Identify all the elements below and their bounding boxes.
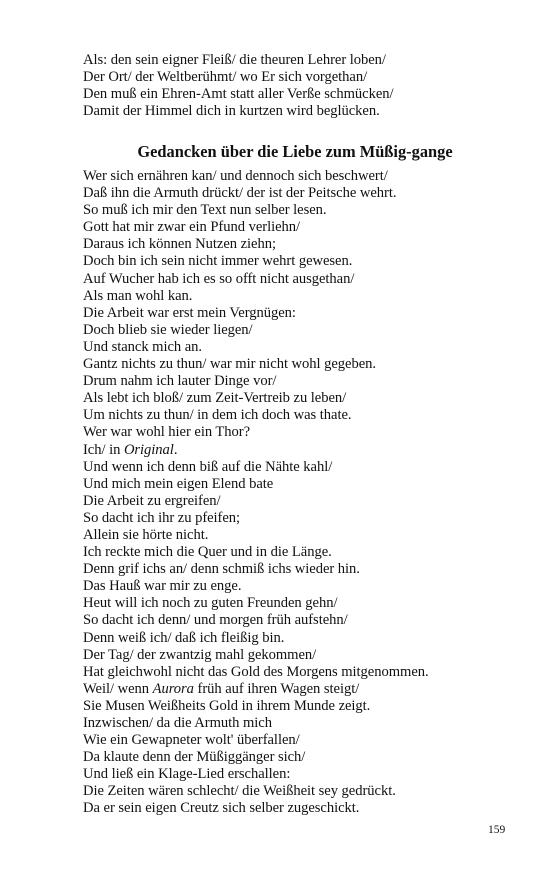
verse-line bbox=[83, 800, 503, 817]
verse-line bbox=[83, 732, 503, 749]
verse-text: Ich/ in bbox=[83, 441, 124, 458]
verse-text: . bbox=[173, 441, 178, 458]
verse-line bbox=[83, 527, 503, 544]
verse-text: Als lebt ich bloß/ zum Zeit-Vertreib zu leben/ bbox=[83, 390, 347, 407]
verse-text: früh auf ihren Wagen steigt/ bbox=[193, 680, 360, 697]
verse-line: Den muß ein Ehren-Amt statt aller Verße schmücken/ bbox=[83, 86, 394, 103]
verse-line bbox=[83, 305, 503, 322]
verse-text: Inzwischen/ da die Armuth mich bbox=[83, 715, 272, 731]
verse-line bbox=[83, 647, 503, 664]
verse-text: So muß ich mir den Text nun selber lesen. bbox=[83, 202, 327, 219]
verse-text: So dacht ich denn/ und morgen früh aufstehn/ bbox=[83, 612, 348, 629]
verse-text: Weil/ wenn bbox=[83, 680, 153, 697]
verse-text: Und mich mein eigen Elend bate bbox=[83, 475, 274, 492]
verse-text: Sie Musen Weißheits Gold in ihrem Munde zeigt. bbox=[83, 697, 371, 714]
verse-text: Ich reckte mich die Quer und in die Länge. bbox=[83, 544, 332, 561]
verse-line bbox=[83, 322, 503, 339]
verse-text: Als man wohl kan. bbox=[83, 287, 193, 304]
verse-line bbox=[83, 630, 503, 647]
verse-line bbox=[83, 698, 503, 715]
verse-line bbox=[83, 288, 503, 305]
verse-text: So dacht ich ihr zu pfeifen; bbox=[83, 509, 241, 526]
verse-line bbox=[83, 664, 503, 681]
verse-line bbox=[83, 561, 503, 578]
poem-title: Gedancken über die Liebe zum Müßig-gange bbox=[137, 142, 453, 161]
verse-text: Doch bin ich sein nicht immer wehrt gewesen. bbox=[83, 253, 353, 270]
verse-line: Als: den sein eigner Fleiß/ die theuren Lehrer loben/ bbox=[83, 52, 386, 68]
verse-line bbox=[83, 578, 503, 595]
verse-line bbox=[83, 476, 503, 493]
verse-line bbox=[83, 612, 503, 629]
verse-text: Da er sein eigen Creutz sich selber zugeschickt. bbox=[83, 800, 360, 817]
verse-text: Heut will ich noch zu guten Freunden gehn/ bbox=[83, 595, 338, 612]
verse-line bbox=[83, 202, 503, 219]
verse-line bbox=[83, 236, 503, 253]
verse-line: Damit der Himmel dich in kurtzen wird beglücken. bbox=[83, 103, 380, 120]
verse-line bbox=[83, 459, 503, 476]
poem-body bbox=[83, 168, 503, 818]
verse-line bbox=[83, 715, 503, 732]
verse-line bbox=[83, 783, 503, 800]
verse-line bbox=[83, 271, 503, 288]
verse-text: Auf Wucher hab ich es so offt nicht ausgethan/ bbox=[83, 270, 355, 287]
verse-line bbox=[83, 595, 503, 612]
verse-text: Denn grif ichs an/ denn schmiß ichs wieder hin. bbox=[83, 561, 360, 578]
verse-line bbox=[83, 749, 503, 766]
verse-text: Gantz nichts zu thun/ war mir nicht wohl gegeben. bbox=[83, 356, 376, 373]
verse-line bbox=[83, 185, 503, 202]
verse-text: Denn weiß ich/ daß ich fleißig bin. bbox=[83, 629, 285, 646]
verse-line bbox=[83, 168, 503, 185]
verse-text: Das Hauß war mir zu enge. bbox=[83, 578, 242, 595]
verse-text: Daraus ich können Nutzen ziehn; bbox=[83, 236, 276, 253]
verse-text: Gott hat mir zwar ein Pfund verliehn/ bbox=[83, 219, 300, 236]
verse-text: Die Arbeit zu ergreifen/ bbox=[83, 492, 221, 509]
verse-text: Wer sich ernähren kan/ und dennoch sich beschwert/ bbox=[83, 168, 388, 184]
verse-line bbox=[83, 510, 503, 527]
verse-text: Die Zeiten wären schlecht/ die Weißheit sey gedrückt. bbox=[83, 783, 396, 800]
italic-term: Original bbox=[123, 441, 174, 458]
verse-line bbox=[83, 356, 503, 373]
verse-text: Und ließ ein Klage-Lied erschallen: bbox=[83, 766, 291, 783]
verse-text: Da klaute denn der Müßiggänger sich/ bbox=[83, 749, 306, 766]
verse-text: Und stanck mich an. bbox=[83, 338, 203, 355]
verse-line bbox=[83, 544, 503, 561]
verse-text: Die Arbeit war erst mein Vergnügen: bbox=[83, 304, 296, 321]
verse-text: Doch blieb sie wieder liegen/ bbox=[83, 321, 253, 338]
verse-line bbox=[83, 766, 503, 783]
verse-text: Hat gleichwohl nicht das Gold des Morgens mitgenommen. bbox=[83, 663, 429, 680]
verse-line bbox=[83, 339, 503, 356]
verse-text: Um nichts zu thun/ in dem ich doch was thate. bbox=[83, 407, 352, 424]
verse-text: Und wenn ich denn biß auf die Nähte kahl/ bbox=[83, 458, 333, 475]
verse-line bbox=[83, 390, 503, 407]
verse-line: Der Ort/ der Weltberühmt/ wo Er sich vorgethan/ bbox=[83, 69, 368, 86]
verse-text: Wie ein Gewapneter wolt' überfallen/ bbox=[83, 732, 300, 749]
verse-text: Drum nahm ich lauter Dinge vor/ bbox=[83, 373, 277, 390]
verse-text: Daß ihn die Armuth drückt/ der ist der Peitsche wehrt. bbox=[83, 185, 397, 202]
verse-line bbox=[83, 253, 503, 270]
verse-line bbox=[83, 442, 503, 459]
italic-term: Aurora bbox=[152, 680, 194, 697]
verse-line bbox=[83, 493, 503, 510]
verse-text: Der Tag/ der zwantzig mahl gekommen/ bbox=[83, 646, 317, 663]
verse-line bbox=[83, 219, 503, 236]
verse-line bbox=[83, 373, 503, 390]
verse-text: Wer war wohl hier ein Thor? bbox=[83, 424, 250, 441]
verse-text: Allein sie hörte nicht. bbox=[83, 526, 209, 543]
verse-line bbox=[83, 407, 503, 424]
page-number: 159 bbox=[488, 824, 506, 836]
verse-line bbox=[83, 424, 503, 441]
verse-line bbox=[83, 681, 503, 698]
closing-stanza-previous-poem bbox=[83, 52, 503, 120]
